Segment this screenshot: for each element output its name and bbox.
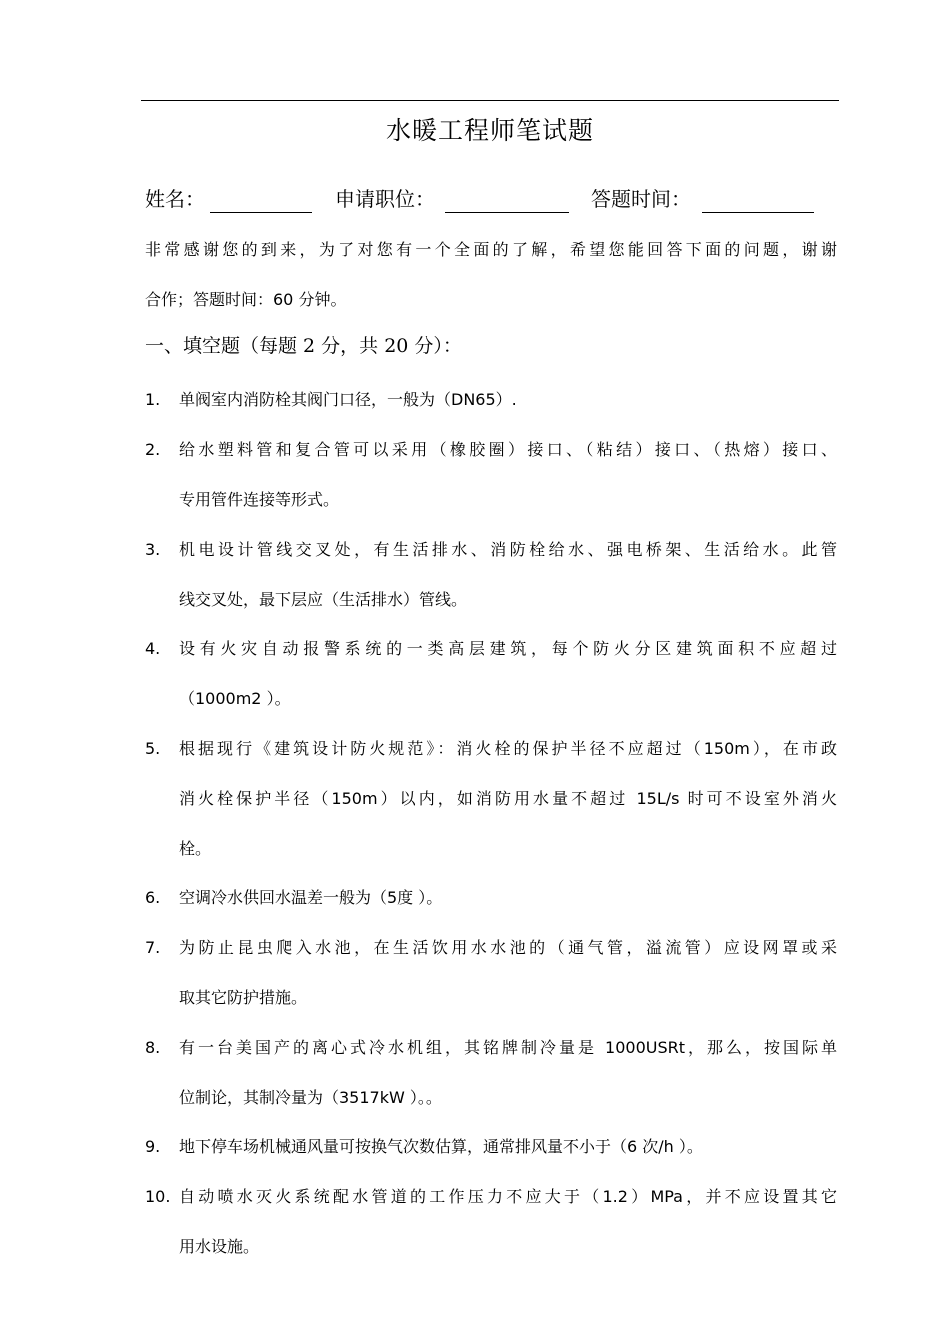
header-rule [141, 100, 839, 101]
question-number: 7. [145, 938, 161, 957]
candidate-info-row [145, 184, 845, 218]
question-text: 有一台美国产的离心式冷水机组，其铭牌制冷量是 1000USRt，那么，按国际单 [179, 1038, 837, 1057]
question-text: 单阀室内消防栓其阀门口径，一般为（DN65）. [179, 390, 517, 409]
question-number: 6. [145, 888, 161, 907]
question-text: 机电设计管线交叉处，有生活排水、消防栓给水、强电桥架、生活给水。此管 [179, 540, 837, 559]
question-number: 1. [145, 390, 161, 409]
time-label: 答题时间： [591, 187, 691, 211]
question-number: 10. [145, 1187, 171, 1206]
question-text: 位制论，其制冷量为（3517kW ）。。 [179, 1088, 442, 1107]
question-text: 地下停车场机械通风量可按换气次数估算，通常排风量不小于（6 次/h ）。 [179, 1137, 703, 1156]
question-text: 根据现行《建筑设计防火规范》：消火栓的保护半径不应超过（150m），在市政 [179, 739, 837, 758]
question-text: 为防止昆虫爬入水池，在生活饮用水水池的（通气管，溢流管）应设网罩或采 [179, 938, 837, 957]
question-text: 取其它防护措施。 [179, 988, 308, 1007]
name-label: 姓名： [145, 187, 205, 211]
time-blank[interactable] [702, 212, 814, 213]
question-text: 自动喷水灭火系统配水管道的工作压力不应大于（1.2）MPa，并不应设置其它 [179, 1187, 837, 1206]
question-text: 空调冷水供回水温差一般为（5度 ）。 [179, 888, 443, 907]
page-title: 水暖工程师笔试题 [385, 116, 594, 145]
question-number: 5. [145, 739, 161, 758]
question-number: 2. [145, 440, 161, 459]
question-number: 8. [145, 1038, 161, 1057]
question-text: 用水设施。 [179, 1237, 260, 1256]
question-text: （1000m2 ）。 [179, 689, 291, 708]
question-text: 消火栓保护半径（150m）以内，如消防用水量不超过 15L/s 时可不设室外消火 [179, 789, 837, 808]
intro-line-1: 非常感谢您的到来，为了对您有一个全面的了解，希望您能回答下面的问题，谢谢 [145, 240, 837, 259]
question-text: 线交叉处，最下层应（生活排水）管线。 [179, 590, 468, 609]
position-blank[interactable] [445, 212, 569, 213]
question-text: 专用管件连接等形式。 [179, 490, 340, 509]
section-title: 一、填空题（每题 2 分，共 20 分）： [145, 335, 462, 357]
name-blank[interactable] [210, 212, 312, 213]
position-label: 申请职位： [335, 187, 435, 211]
question-number: 3. [145, 540, 161, 559]
question-number: 9. [145, 1137, 161, 1156]
question-number: 4. [145, 639, 161, 658]
intro-line-2: 合作；答题时间：60 分钟。 [145, 290, 347, 309]
question-text: 给水塑料管和复合管可以采用（橡胶圈）接口、（粘结）接口、（热熔）接口、 [179, 440, 837, 459]
question-text: 栓。 [179, 839, 212, 858]
question-text: 设有火灾自动报警系统的一类高层建筑，每个防火分区建筑面积不应超过 [179, 639, 837, 658]
